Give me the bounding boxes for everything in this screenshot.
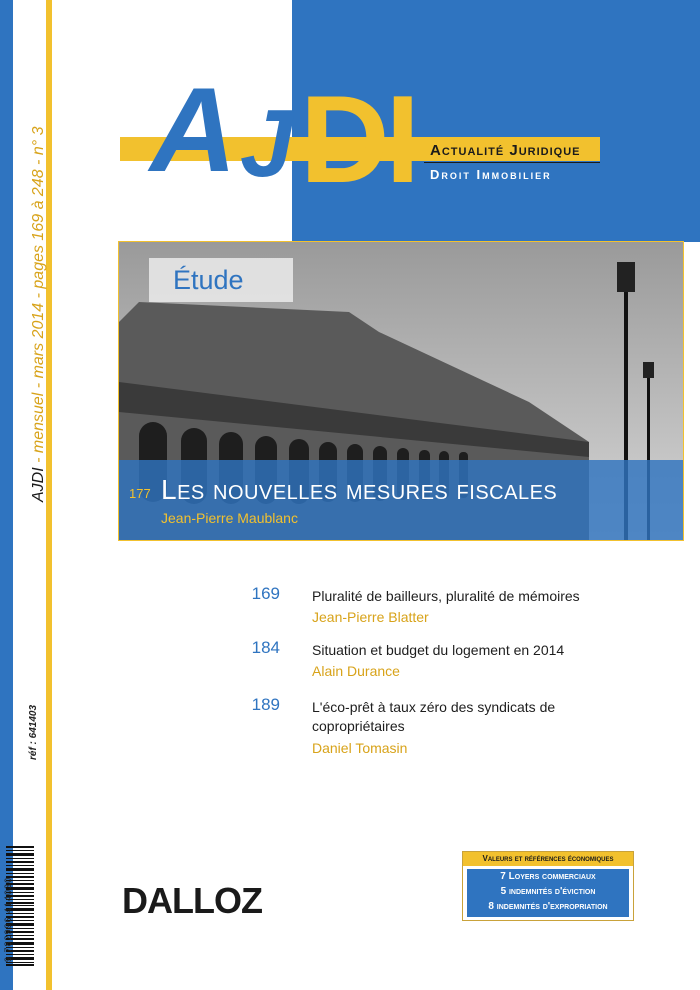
box-item: 8 indemnités d'expropriation [488,901,608,912]
toc-page-number: 189 [251,695,280,714]
logo-letters-di: DI [300,71,416,209]
feature-title: Les nouvelles mesures fiscales [161,474,558,505]
feature-article[interactable] [118,241,684,541]
toc-author: Jean-Pierre Blatter [312,609,429,625]
spine-text [30,72,50,502]
logo-letter-j: J [240,90,294,197]
spine-blue-band [0,0,13,990]
toc-page-number: 184 [251,638,280,657]
toc-author: Daniel Tomasin [312,740,408,756]
feature-author: Jean-Pierre Maublanc [161,510,298,526]
box-heading: Valeurs et références économiques [463,852,633,866]
publisher-logo: DALLOZ [122,880,262,921]
toc-title[interactable]: Pluralité de bailleurs, pluralité de mémoires [312,588,580,604]
box-item: 7 Loyers commerciaux [500,871,596,882]
barcode-number: 9 782996 414030 [3,876,13,962]
economic-values-box[interactable] [462,851,634,921]
toc-page-number: 169 [251,584,280,603]
box-item: 5 indemnités d'éviction [500,886,596,897]
spine-details: - mensuel - mars 2014 - pages 169 à 248 - n° 3 [30,126,47,468]
etude-label: Étude [149,258,293,302]
logo-subtitle-1: Actualité Juridique [430,142,581,159]
feature-page-number: 177 [129,486,151,501]
toc-author: Alain Durance [312,663,400,679]
reference-number: réf : 641403 [28,704,39,760]
toc-title[interactable]: L'éco-prêt à taux zéro des syndicats de copropriétaires [312,699,556,734]
logo-letter-a: A [150,63,231,197]
box-body [467,869,629,917]
spine-journal: AJDI [30,467,47,502]
logo-divider [424,162,600,163]
logo-subtitle-2: Droit Immobilier [430,167,552,182]
toc-title[interactable]: Situation et budget du logement en 2014 [312,642,565,658]
